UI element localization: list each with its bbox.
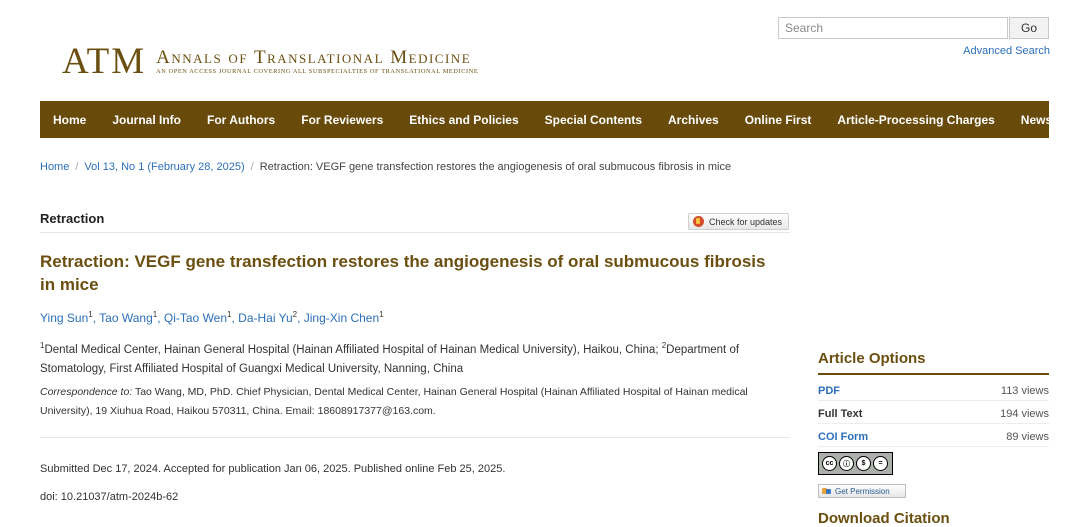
coi-form-link[interactable]: COI Form <box>818 430 869 443</box>
nav-ethics-policies[interactable]: Ethics and Policies <box>409 112 519 127</box>
correspondence-label: Correspondence to: <box>40 386 133 398</box>
main-nav <box>40 101 1053 138</box>
breadcrumb-current: Retraction: VEGF gene transfection restores the angiogenesis of oral submucous fibrosis in mice <box>259 161 732 173</box>
nav-for-authors[interactable]: For Authors <box>207 112 276 127</box>
author-affil-sup: 1 <box>88 310 93 319</box>
nc-icon: $ <box>856 456 871 471</box>
get-permission-button[interactable] <box>818 484 906 498</box>
article-title: Retraction: VEGF gene transfection restores the angiogenesis of oral submucous fibrosis in mice <box>40 252 766 294</box>
affiliation-1: Dental Medical Center, Hainan General Hospital (Hainan Affiliated Hospital of Hainan Medical University), Haikou, China; <box>44 343 662 356</box>
download-citation-heading: Download Citation <box>818 510 950 527</box>
author-link[interactable]: Ying Sun <box>40 311 89 325</box>
author-list: Ying Sun$^1$, Tao Wang$^1$, Qi-Tao Wen$^1$, Da-Hai Yu$^2$, Jing-Xin Chen$^1$ <box>40 310 384 325</box>
breadcrumb-separator: / <box>250 161 254 173</box>
author-affil-sup: 1 <box>227 310 232 319</box>
author-affil-sup: 1 <box>152 310 158 319</box>
author-link[interactable]: Qi-Tao Wen <box>163 311 228 325</box>
nav-news[interactable]: News <box>1020 112 1053 127</box>
by-icon: ⓘ <box>839 456 854 471</box>
author-affil-sup: 2 <box>292 310 298 319</box>
divider <box>40 437 790 438</box>
affil-sup: 1 <box>40 341 45 350</box>
search-input[interactable] <box>778 17 1008 39</box>
logo-abbr: ATM <box>62 41 147 82</box>
crossmark-icon <box>693 216 704 227</box>
nav-archives[interactable]: Archives <box>668 112 719 127</box>
full-text-views: 194 views <box>1000 407 1049 420</box>
get-permission-label: Get Permission <box>835 486 890 496</box>
nav-online-first[interactable]: Online First <box>744 112 812 127</box>
cc-license-badge[interactable] <box>818 452 893 475</box>
correspondence <box>40 383 790 421</box>
sidebar-rule <box>818 373 1049 375</box>
pdf-link[interactable]: PDF <box>818 384 840 397</box>
nd-icon: = <box>873 456 888 471</box>
check-for-updates-label: Check for updates <box>709 216 783 227</box>
logo-journal-name: Annals of Translational Medicine <box>156 47 472 68</box>
journal-logo[interactable] <box>62 41 479 82</box>
author-link[interactable]: Tao Wang <box>99 311 153 325</box>
affiliations <box>40 336 790 379</box>
affiliation-2: Department of Stomatology, First Affiliated Hospital of Guangxi Medical University, Nanning, China <box>40 343 740 375</box>
pdf-views: 113 views <box>1000 384 1049 397</box>
search-go-button[interactable]: Go <box>1009 17 1049 39</box>
author-link[interactable]: Da-Hai Yu <box>238 311 293 325</box>
nav-special-contents[interactable]: Special Contents <box>544 112 643 127</box>
nav-for-reviewers[interactable]: For Reviewers <box>301 112 384 127</box>
nav-journal-info[interactable]: Journal Info <box>112 112 182 127</box>
coi-form-views: 89 views <box>1006 430 1049 443</box>
nav-article-processing-charges[interactable]: Article-Processing Charges <box>837 112 995 127</box>
permission-icon <box>822 487 831 495</box>
affil-sup: 2 <box>661 341 667 350</box>
option-row-full-text <box>818 404 1049 424</box>
advanced-search-link[interactable]: Advanced Search <box>963 45 1050 57</box>
article-options-heading: Article Options <box>818 350 926 367</box>
option-row-coi-form <box>818 427 1049 447</box>
check-for-updates-button[interactable] <box>688 213 789 230</box>
cc-icon: cc <box>822 456 837 471</box>
doi: doi: 10.21037/atm-2024b-62 <box>40 491 179 503</box>
author-affil-sup: 1 <box>379 310 384 319</box>
divider <box>40 232 790 233</box>
full-text-label: Full Text <box>818 407 863 420</box>
breadcrumb-home[interactable]: Home <box>40 161 70 173</box>
breadcrumb <box>40 161 731 173</box>
nav-home[interactable]: Home <box>53 112 87 127</box>
option-row-pdf <box>818 381 1049 401</box>
author-link[interactable]: Jing-Xin Chen <box>303 311 380 325</box>
correspondence-text: Tao Wang, MD, PhD. Chief Physician, Dental Medical Center, Hainan General Hospital (Hainan Affiliated Hospital of Hainan medical University), 19 Xiuhua Road, Haikou 570311, China. Email: 18608917377@163.com. <box>40 386 748 417</box>
logo-tagline: AN OPEN ACCESS JOURNAL COVERING ALL SUBSPECIALTIES OF TRANSLATIONAL MEDICINE <box>156 68 479 75</box>
breadcrumb-issue[interactable]: Vol 13, No 1 (February 28, 2025) <box>84 161 245 173</box>
article-type: Retraction <box>40 211 105 226</box>
breadcrumb-separator: / <box>75 161 79 173</box>
publication-dates: Submitted Dec 17, 2024. Accepted for publication Jan 06, 2025. Published online Feb 25, 2025. <box>40 463 506 475</box>
